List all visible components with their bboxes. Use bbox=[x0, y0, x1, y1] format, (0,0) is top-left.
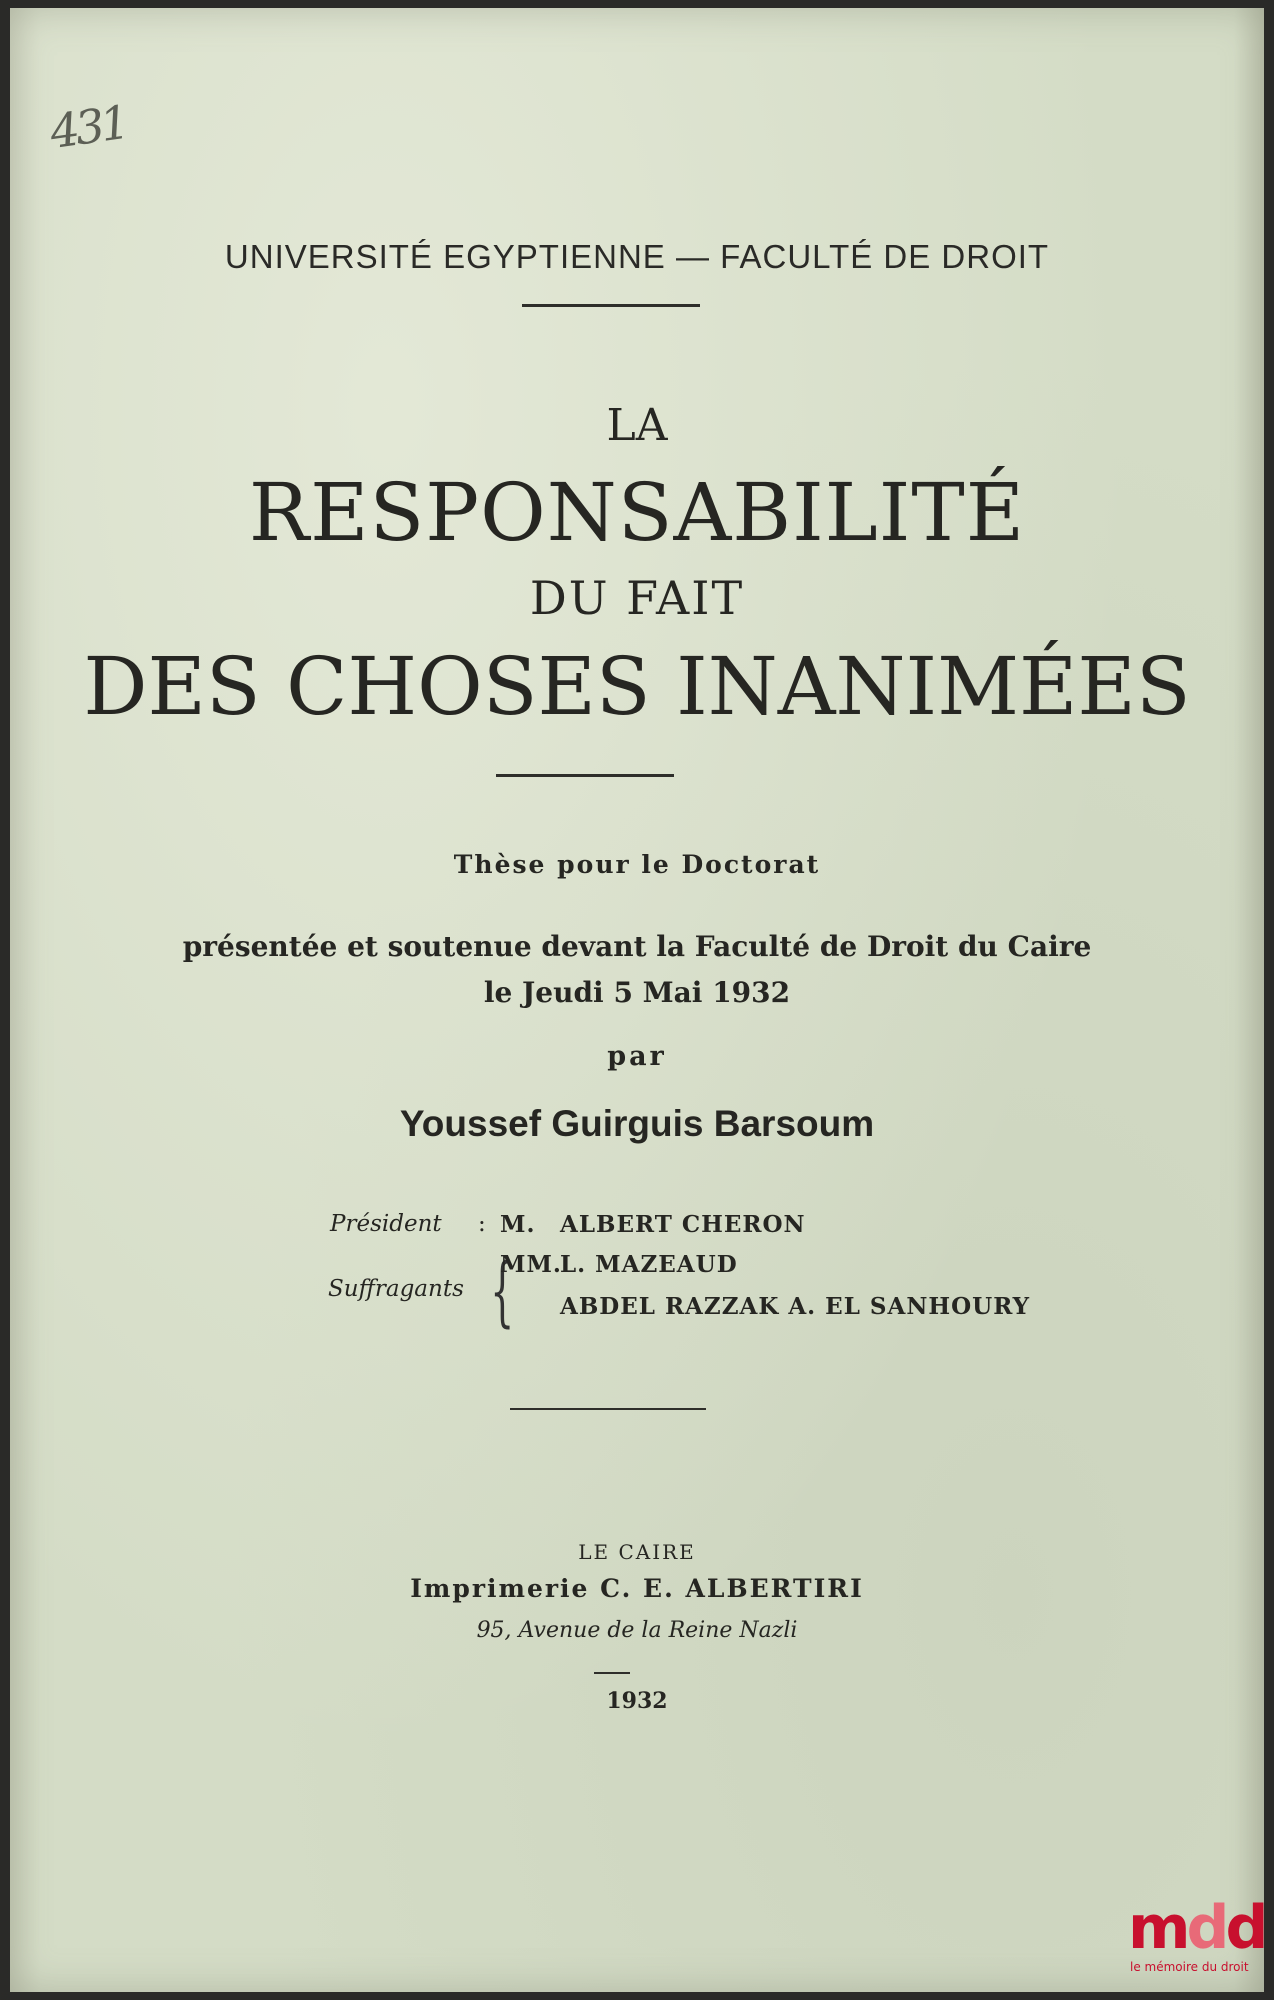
jury-divider bbox=[510, 1408, 706, 1410]
imprint-printer: Imprimerie C. E. ALBERTIRI bbox=[410, 1574, 864, 1603]
mdd-logo: mdd bbox=[1128, 1893, 1264, 1963]
imprint-city: LE CAIRE bbox=[578, 1540, 696, 1564]
thesis-author: Youssef Guirguis Barsoum bbox=[399, 1103, 875, 1144]
jury-assessor-2: ABDEL RAZZAK A. EL SANHOURY bbox=[560, 1293, 1031, 1320]
jury-brace: { bbox=[490, 1246, 515, 1335]
thesis-presentation: présentée et soutenue devant la Faculté de Droit du Caire bbox=[182, 930, 1092, 963]
imprint-divider bbox=[594, 1672, 630, 1674]
jury-assessor-1: L. MAZEAUD bbox=[560, 1251, 738, 1278]
jury-president-title: M. bbox=[500, 1211, 536, 1238]
thesis-by: par bbox=[607, 1041, 667, 1072]
imprint-year: 1932 bbox=[606, 1688, 668, 1714]
jury-assessors-label: Suffragants bbox=[328, 1276, 464, 1302]
title-line-1: LA bbox=[606, 400, 668, 451]
title-line-3: DU FAIT bbox=[529, 571, 745, 625]
jury-president-label: Président bbox=[330, 1211, 442, 1237]
book-cover-page bbox=[10, 8, 1264, 1992]
header-divider bbox=[522, 304, 700, 307]
thesis-type: Thèse pour le Doctorat bbox=[453, 850, 821, 879]
jury-president-separator: : bbox=[478, 1211, 486, 1237]
jury-assessors-title: MM. bbox=[500, 1251, 562, 1278]
faculty-heading: UNIVERSITÉ EGYPTIENNE — FACULTÉ DE DROIT bbox=[224, 238, 1050, 275]
title-divider bbox=[496, 774, 674, 777]
thesis-date: le Jeudi 5 Mai 1932 bbox=[483, 976, 791, 1009]
handwritten-mark: 431 bbox=[46, 94, 130, 160]
mdd-tagline: le mémoire du droit bbox=[1130, 1960, 1249, 1974]
title-line-4: DES CHOSES INANIMÉES bbox=[83, 640, 1191, 733]
title-line-2: RESPONSABILITÉ bbox=[248, 466, 1026, 559]
imprint-address: 95, Avenue de la Reine Nazli bbox=[476, 1618, 798, 1643]
jury-president-name: ALBERT CHERON bbox=[560, 1211, 806, 1238]
